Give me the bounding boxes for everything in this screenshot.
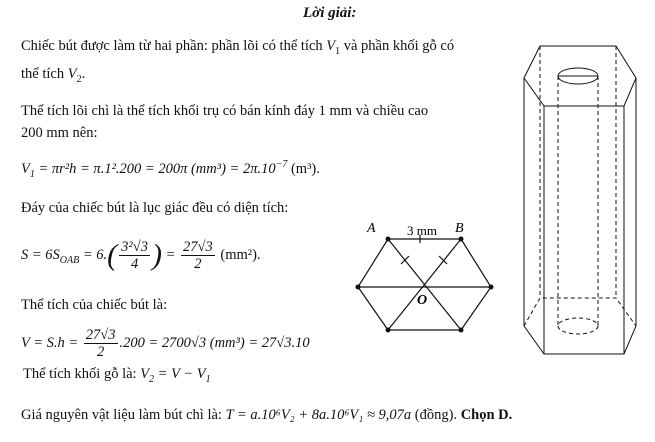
p6-formula: T = a.10⁶V₂ + 8a.10⁶V₁ ≈ 9,07a [225,407,412,423]
v1-symbol: V [326,38,336,54]
eq2-equals: = [165,247,176,263]
p5-text: Thể tích khối gỗ là: [23,366,137,382]
solution-title: Lời giải: [303,5,357,21]
equation-base-area [21,238,261,272]
equation-pencil-volume [21,326,310,360]
paragraph-pencil-parts-cont [21,65,85,83]
bottom-front-edges [524,326,636,354]
eq2-frac1-num: 3²√3 [121,239,148,256]
paragraph-wood-volume [23,365,211,383]
eq2-lhs: S = 6S [21,247,60,263]
paragraph-core-volume: Thể tích lõi chì là thể tích khối trụ có bán kính đáy 1 mm và chiều cao [21,103,429,119]
eq1-rest: = πr²h = π.1².200 = 200π (mm³) = 2π.10 [38,161,276,177]
paragraph-pencil-volume: Thể tích của chiếc bút là: [21,297,168,313]
eq1-lhs: V [21,161,30,177]
eq2-frac1-den: 4 [130,256,139,273]
label-b: B [455,221,464,236]
equation-core-volume [21,160,320,178]
right-paren: ) [151,238,162,272]
v2-symbol: V [67,66,77,82]
p1-text-c: thể tích [21,66,65,82]
eq2-frac2-num: 27√3 [183,239,213,256]
vertex-right [489,285,494,290]
paragraph-cost [21,406,512,424]
p1-text-a: Chiếc bút được làm từ hai phần: phần lõi có thể tích [21,38,323,54]
p1-text-d: . [81,66,86,82]
eq2-unit: (mm²). [220,247,261,263]
eq2-fraction-2 [181,239,215,272]
p6-text: Giá nguyên vật liệu làm bút chì là: [21,407,222,423]
left-paren: ( [107,238,118,272]
p5-formula-sub2: 1 [205,373,211,385]
p5-formula-rest: = V − V [157,366,206,382]
eq3-frac-num: 27√3 [85,327,116,344]
hexagon-diagram [355,218,495,336]
eq1-unit: (m³). [290,161,320,177]
eq2-fraction-1 [119,239,150,272]
p6-unit: (đồng). [414,407,458,423]
p5-formula: V [140,366,150,382]
paragraph-hexagon-area: Đáy của chiếc bút là lục giác đều có diện tích: [21,200,289,216]
hexagonal-prism-diagram [518,36,648,366]
paragraph-core-volume-cont: 200 mm nên: [21,125,98,141]
eq3-rest: .200 = 2700√3 (mm³) = 27√3.10 [119,335,310,351]
eq2-frac2-den: 2 [194,256,202,273]
eq3-frac-den: 2 [97,344,105,361]
eq2-mid: = 6. [82,247,108,263]
v1-subscript: 1 [335,45,341,57]
eq1-lhs-sub: 1 [29,168,35,180]
p5-formula-sub: 2 [149,373,155,385]
eq3-fraction [84,327,118,360]
eq1-exponent: −7 [275,159,288,171]
vertex-bottom-right [459,328,464,333]
p1-text-b: và phần khối gỗ có [343,38,455,54]
eq2-lhs-sub: OAB [59,254,80,266]
label-side: 3 mm [407,223,437,238]
eq3-lhs: V = S.h = [21,335,79,351]
core-hole-bottom [558,318,598,334]
label-o: O [417,293,428,308]
vertex-bottom-left [386,328,391,333]
vertex-left [356,285,361,290]
vertex-a [386,237,391,242]
label-a: A [367,221,376,236]
hidden-bottom-back [524,298,636,326]
vertex-b [459,237,464,242]
paragraph-pencil-parts [21,37,454,55]
v2-subscript: 2 [76,73,82,85]
answer-choice: Chọn D. [460,407,513,423]
